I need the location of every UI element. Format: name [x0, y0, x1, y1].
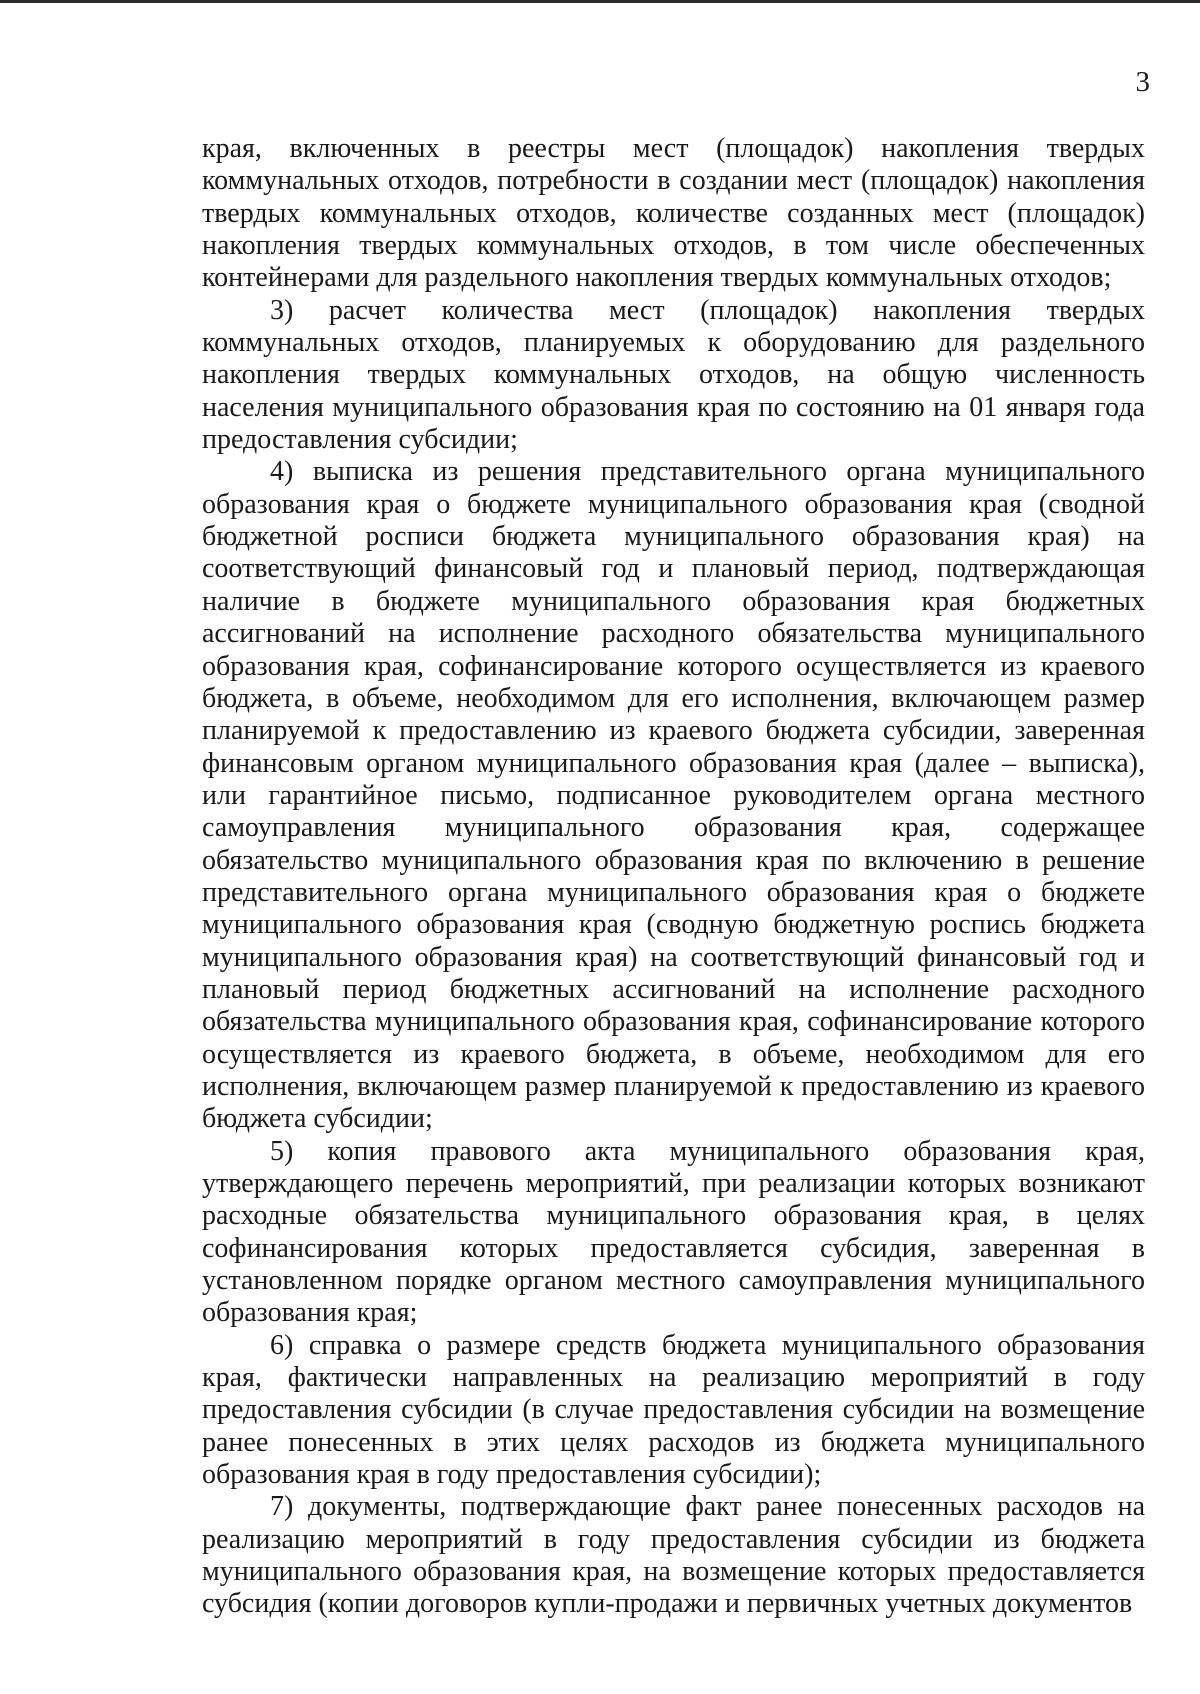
paragraph-item-4: 4) выписка из решения представительного органа муниципального образования края о бюджете муниципального образования края (сводной бюджетной росписи бюджета муниципального образования края) на соответствующий финансовый год и плановый период, подтверждающая наличие в бюджете муниципального образования края бюджетных ассигнований на исполнение расходного обязательства муниципального образования края, софинансирование которого осуществляется из краевого бюджета, в объеме, необходимом для его исполнения, включающем размер планируемой к предоставлению из краевого бюджета субсидии, заверенная финансовым органом муниципального образования края (далее – выписка), или гарантийное письмо, подписанное руководителем органа местного самоуправления муниципального образования края, содержащее обязательство муниципального образования края по включению в решение представительного органа муниципального образования края о бюджете муниципального образования края (сводную бюджетную роспись бюджета муниципального образования края) на соответствующий финансовый год и плановый период бюджетных ассигнований на исполнение расходного обязательства муниципального образования края, софинансирование которого осуществляется из краевого бюджета, в объеме, необходимом для его исполнения, включающем размер планируемой к предоставлению из краевого бюджета субсидии;: [202, 456, 1145, 1135]
paragraph-item-3: 3) расчет количества мест (площадок) накопления твердых коммунальных отходов, планируемых к оборудованию для раздельного накопления твердых коммунальных отходов, на общую численность населения муниципального образования края по состоянию на 01 января года предоставления субсидии;: [202, 294, 1145, 456]
document-body: [202, 133, 1145, 1621]
paragraph-continuation: края, включенных в реестры мест (площадок) накопления твердых коммунальных отходов, потребности в создании мест (площадок) накопления твердых коммунальных отходов, количестве созданных мест (площадок) накопления твердых коммунальных отходов, в том числе обеспеченных контейнерами для раздельного накопления твердых коммунальных отходов;: [202, 133, 1145, 294]
top-rule: [0, 0, 1200, 3]
paragraph-item-7: 7) документы, подтверждающие факт ранее понесенных расходов на реализацию мероприятий в году предоставления субсидии из бюджета муниципального образования края, на возмещение которых предоставляется субсидия (копии договоров купли-продажи и первичных учетных документов: [202, 1491, 1145, 1620]
paragraph-item-5: 5) копия правового акта муниципального образования края, утверждающего перечень мероприятий, при реализации которых возникают расходные обязательства муниципального образования края, в целях софинансирования которых предоставляется субсидия, заверенная в установленном порядке органом местного самоуправления муниципального образования края;: [202, 1135, 1145, 1329]
page-number: 3: [1135, 66, 1150, 98]
paragraph-item-6: 6) справка о размере средств бюджета муниципального образования края, фактически направленных на реализацию мероприятий в году предоставления субсидии (в случае предоставления субсидии на возмещение ранее понесенных в этих целях расходов из бюджета муниципального образования края в году предоставления субсидии);: [202, 1329, 1145, 1491]
